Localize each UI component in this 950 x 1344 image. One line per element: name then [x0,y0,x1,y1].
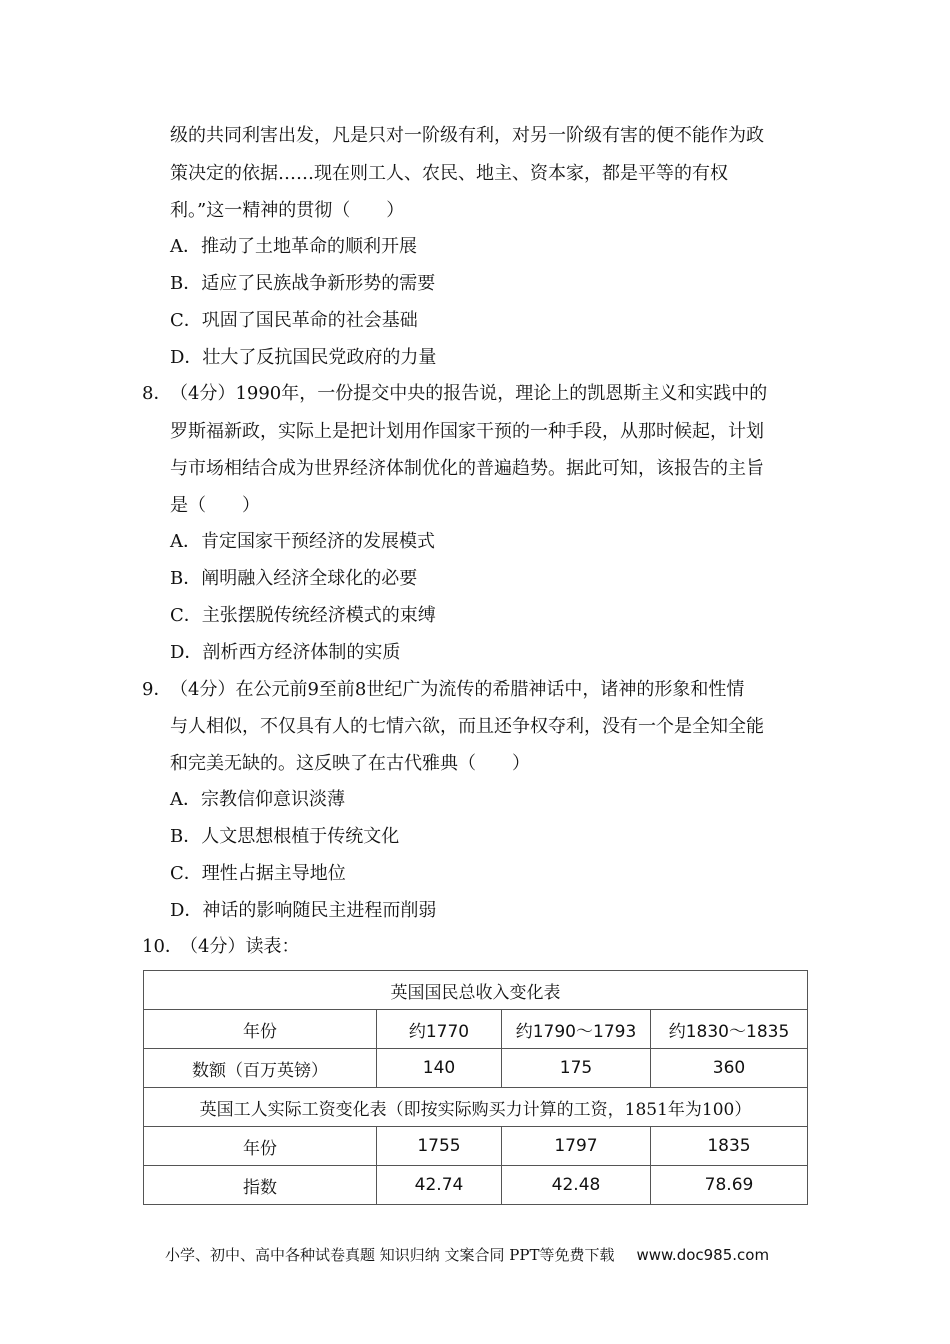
q8-number: 8． [142,383,172,404]
q9-text-line-2: 与人相似，不仅具有人的七情六欲，而且还争权夺利，没有一个是全知全能 [170,716,764,737]
table1-header-col2: 约1790～1793 [502,1010,651,1049]
q10-number: 10． [142,936,183,957]
table1-value-1: 140 [377,1049,502,1088]
table1-value-2: 175 [502,1049,651,1088]
table2-value-2: 42.48 [502,1166,651,1205]
q8-text-line-1: （4分）1990年，一份提交中央的报告说，理论上的凯恩斯主义和实践中的 [170,383,768,404]
table2-header-col1: 1755 [377,1127,502,1166]
q7-option-a: A．推动了土地革命的顺利开展 [170,236,417,257]
table1-value-3: 360 [651,1049,808,1088]
q9-text-line-1: （4分）在公元前9至前8世纪广为流传的希腊神话中，诸神的形象和性情 [170,679,745,700]
table2-header-year: 年份 [144,1127,377,1166]
q8-text-line-4: 是（ ） [170,495,260,516]
q8-option-a: A．肯定国家干预经济的发展模式 [170,531,435,552]
table2-header-col3: 1835 [651,1127,808,1166]
q9-option-b: B．人文思想根植于传统文化 [170,826,400,847]
q7-option-d: D．壮大了反抗国民党政府的力量 [170,347,437,368]
table1-title: 英国国民总收入变化表 [144,971,808,1010]
q9-text-line-3: 和完美无缺的。这反映了在古代雅典（ ） [170,753,530,774]
table2-value-3: 78.69 [651,1166,808,1205]
q9-option-d: D．神话的影响随民主进程而削弱 [170,900,437,921]
q7-option-c: C．巩固了国民革命的社会基础 [170,310,418,331]
footer-text: 小学、初中、高中各种试卷真题 知识归纳 文案合同 PPT等免费下载 [165,1246,615,1264]
q10-intro: （4分）读表： [180,936,300,957]
q7-text-line-3: 利。”这一精神的贯彻（ ） [170,200,405,221]
table2-title: 英国工人实际工资变化表（即按实际购买力计算的工资，1851年为100） [144,1088,808,1127]
q9-number: 9． [142,679,172,700]
q8-text-line-3: 与市场相结合成为世界经济体制优化的普遍趋势。据此可知，该报告的主旨 [170,458,764,479]
q8-text-line-2: 罗斯福新政，实际上是把计划用作国家干预的一种手段，从那时候起，计划 [170,421,764,442]
table1-header-col3: 约1830～1835 [651,1010,808,1049]
table2-header-col2: 1797 [502,1127,651,1166]
table1-header-col1: 约1770 [377,1010,502,1049]
q8-option-b: B．阐明融入经济全球化的必要 [170,568,418,589]
table1-header-year: 年份 [144,1010,377,1049]
income-wage-table [143,970,807,1205]
q8-option-c: C．主张摆脱传统经济模式的束缚 [170,605,436,626]
q9-option-c: C．理性占据主导地位 [170,863,346,884]
q9-option-a: A．宗教信仰意识淡薄 [170,789,345,810]
q7-option-b: B．适应了民族战争新形势的需要 [170,273,436,294]
q7-text-line-2: 策决定的依据……现在则工人、农民、地主、资本家，都是平等的有权 [170,163,728,184]
q8-option-d: D．剖析西方经济体制的实质 [170,642,401,663]
table1-row-label: 数额（百万英镑） [144,1049,377,1088]
table2-value-1: 42.74 [377,1166,502,1205]
q7-text-line-1: 级的共同利害出发，凡是只对一阶级有利，对另一阶级有害的便不能作为政 [170,125,764,146]
table2-row-label: 指数 [144,1166,377,1205]
page-footer [165,1244,769,1265]
footer-url[interactable]: www.doc985.com [636,1246,770,1264]
